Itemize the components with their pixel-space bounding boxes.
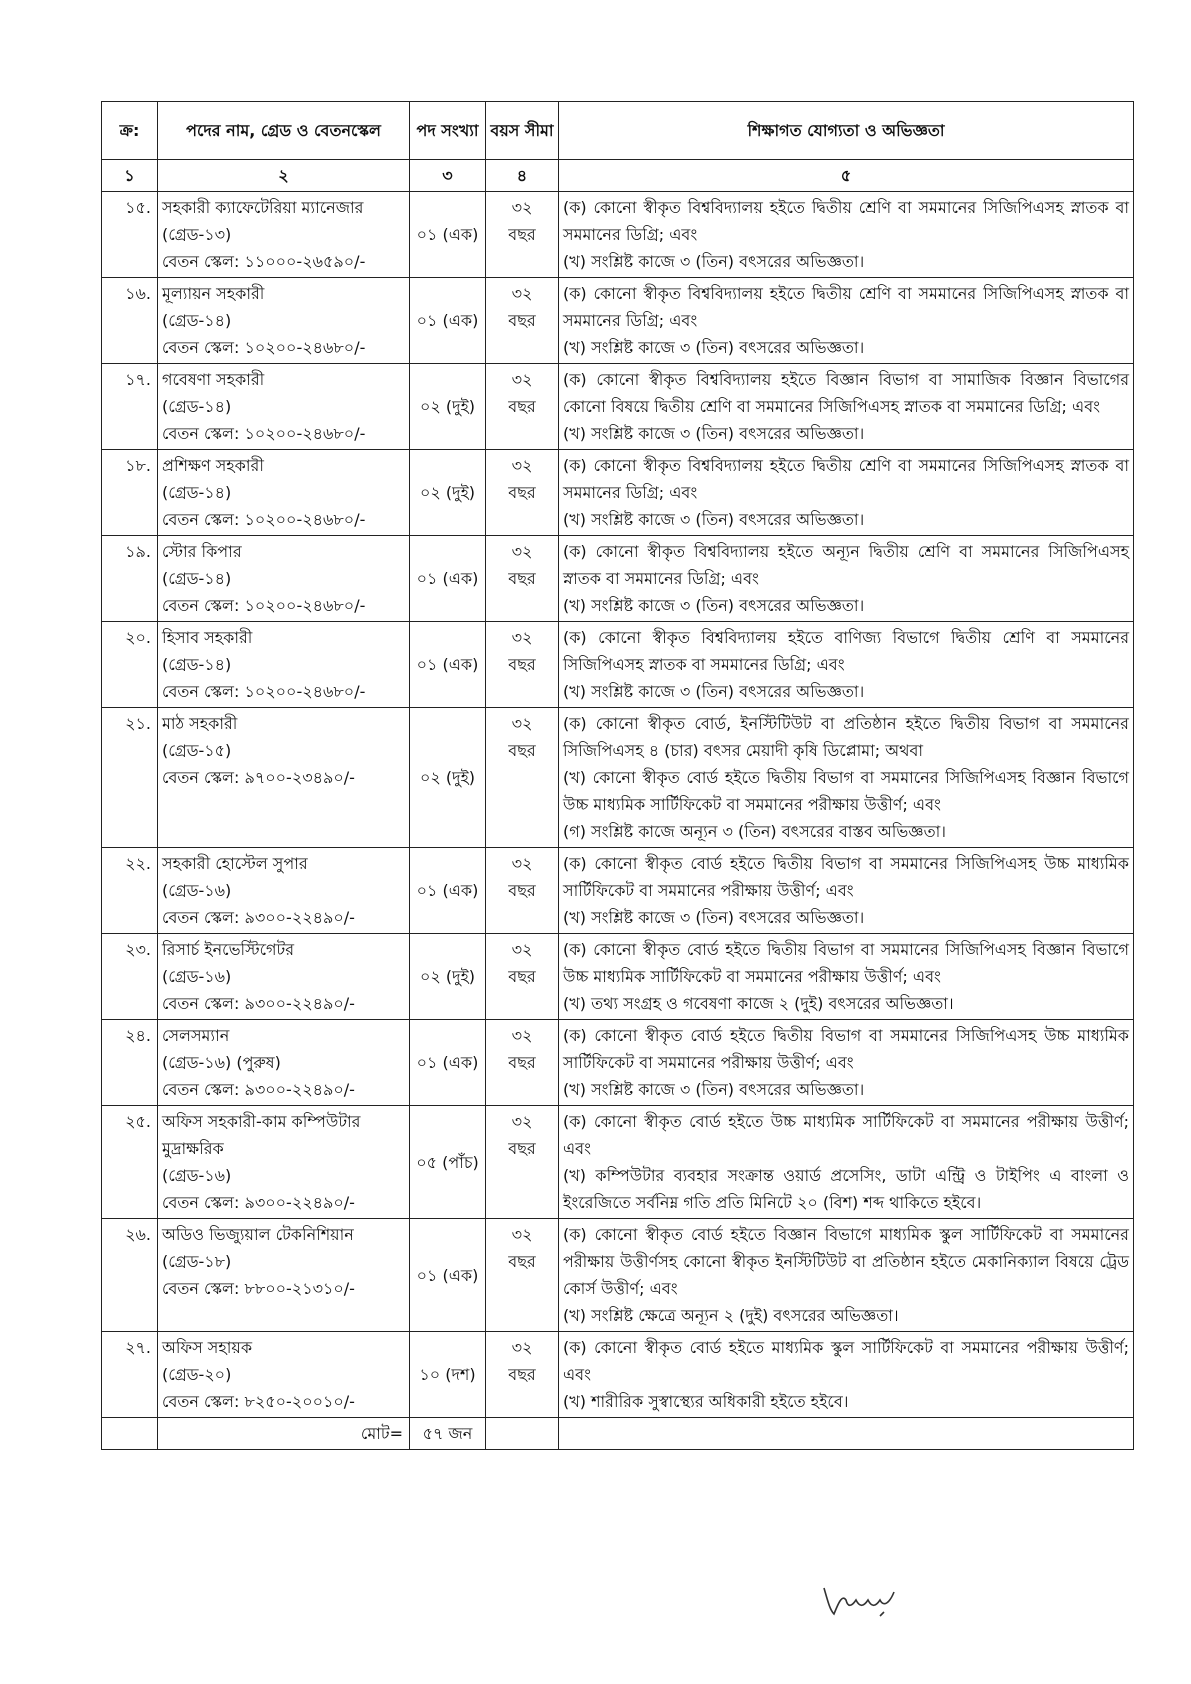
table-row [102, 1219, 1134, 1332]
qualification-line: (ক) কোনো স্বীকৃত বিশ্ববিদ্যালয় হইতে বাণিজ্য বিভাগে দ্বিতীয় শ্রেণি বা সমমানের সিজিপিএসহ স্নাতক বা সমমানের ডিগ্রি; এবং [563, 628, 1129, 674]
age-cell [486, 364, 559, 450]
age-number: ৩২ [511, 714, 533, 733]
qualification-line: (খ) সংশ্লিষ্ট ক্ষেত্রে অন্যূন ২ (দুই) বৎসরের অভিজ্ঞতা। [563, 1306, 899, 1325]
qualification-line: (ক) কোনো স্বীকৃত বোর্ড হইতে দ্বিতীয় বিভাগ বা সমমানের সিজিপিএসহ বিজ্ঞান বিভাগে উচ্চ মাধ্যমিক সার্টিফিকেট বা সমমানের পরীক্ষায় উত্তীর্ণ; এবং [563, 940, 1129, 986]
qualification-cell [559, 1219, 1134, 1332]
qualification-line: (খ) সংশ্লিষ্ট কাজে ৩ (তিন) বৎসরের অভিজ্ঞতা। [563, 424, 865, 443]
row-serial: ১৬. [102, 278, 158, 364]
post-scale: বেতন স্কেল: ৮২৫০-২০০১০/- [162, 1392, 355, 1411]
age-cell [486, 278, 559, 364]
age-unit: বছর [508, 655, 536, 674]
qualification-line: (ক) কোনো স্বীকৃত বিশ্ববিদ্যালয় হইতে অন্যূন দ্বিতীয় শ্রেণি বা সমমানের সিজিপিএসহ স্নাতক বা সমমানের ডিগ্রি; এবং [563, 542, 1129, 588]
signature-mark [820, 1580, 906, 1620]
row-serial: ১৮. [102, 450, 158, 536]
column-index: ৩ [410, 160, 486, 192]
qualification-line: (ক) কোনো স্বীকৃত বোর্ড হইতে উচ্চ মাধ্যমিক সার্টিফিকেট বা সমমানের পরীক্ষায় উত্তীর্ণ; এবং [563, 1112, 1129, 1158]
post-count: ০১ (এক) [410, 1219, 486, 1332]
post-scale: বেতন স্কেল: ৯৩০০-২২৪৯০/- [162, 994, 355, 1013]
age-unit: বছর [508, 397, 536, 416]
post-scale: বেতন স্কেল: ১১০০০-২৬৫৯০/- [162, 252, 366, 271]
row-serial: ১৫. [102, 192, 158, 278]
age-unit: বছর [508, 741, 536, 760]
post-grade: (গ্রেড-১৬) (পুরুষ) [162, 1053, 281, 1072]
row-serial: ২১. [102, 708, 158, 848]
table-row [102, 450, 1134, 536]
post-grade: (গ্রেড-১৪) [162, 569, 232, 588]
post-scale: বেতন স্কেল: ১০২০০-২৪৬৮০/- [162, 424, 366, 443]
header-serial: ক্র: [102, 102, 158, 160]
age-cell [486, 1106, 559, 1219]
row-serial: ২৬. [102, 1219, 158, 1332]
qualification-line: (খ) সংশ্লিষ্ট কাজে ৩ (তিন) বৎসরের অভিজ্ঞতা। [563, 1080, 865, 1099]
post-grade: (গ্রেড-১৩) [162, 225, 232, 244]
age-cell [486, 1332, 559, 1418]
age-cell [486, 708, 559, 848]
qualification-cell [559, 1106, 1134, 1219]
qualification-cell [559, 934, 1134, 1020]
qualification-cell [559, 622, 1134, 708]
post-cell [158, 450, 410, 536]
table-row [102, 848, 1134, 934]
post-name: অডিও ভিজ্যুয়াল টেকনিশিয়ান [162, 1225, 354, 1244]
qualification-cell [559, 536, 1134, 622]
age-number: ৩২ [511, 628, 533, 647]
post-cell [158, 1332, 410, 1418]
column-index: ২ [158, 160, 410, 192]
qualification-cell [559, 708, 1134, 848]
qualification-line: (ক) কোনো স্বীকৃত বোর্ড হইতে মাধ্যমিক স্কুল সার্টিফিকেট বা সমমানের পরীক্ষায় উত্তীর্ণ; এবং [563, 1338, 1129, 1384]
qualification-line: (ক) কোনো স্বীকৃত বিশ্ববিদ্যালয় হইতে দ্বিতীয় শ্রেণি বা সমমানের সিজিপিএসহ স্নাতক বা সমমানের ডিগ্রি; এবং [563, 284, 1129, 330]
post-count: ০২ (দুই) [410, 708, 486, 848]
post-cell [158, 622, 410, 708]
age-cell [486, 1020, 559, 1106]
age-number: ৩২ [511, 198, 533, 217]
qualification-line: (খ) কম্পিউটার ব্যবহার সংক্রান্ত ওয়ার্ড প্রসেসিং, ডাটা এন্ট্রি ও টাইপিং এ বাংলা ও ইংরেজিতে সর্বনিম্ন গতি প্রতি মিনিটে ২০ (বিশ) শব্দ থাকিতে হইবে। [563, 1166, 1129, 1212]
header-row [102, 102, 1134, 160]
qualification-line: (খ) তথ্য সংগ্রহ ও গবেষণা কাজে ২ (দুই) বৎসরের অভিজ্ঞতা। [563, 994, 954, 1013]
age-unit: বছর [508, 1365, 536, 1384]
age-number: ৩২ [511, 542, 533, 561]
qualification-cell [559, 1332, 1134, 1418]
qualification-line: (গ) সংশ্লিষ্ট কাজে অন্যূন ৩ (তিন) বৎসরের বাস্তব অভিজ্ঞতা। [563, 822, 946, 841]
post-name: মূল্যায়ন সহকারী [162, 284, 265, 303]
post-count: ০১ (এক) [410, 278, 486, 364]
header-age: বয়স সীমা [486, 102, 559, 160]
qualification-line: (ক) কোনো স্বীকৃত বিশ্ববিদ্যালয় হইতে দ্বিতীয় শ্রেণি বা সমমানের সিজিপিএসহ স্নাতক বা সমমানের ডিগ্রি; এবং [563, 456, 1129, 502]
qualification-line: (খ) সংশ্লিষ্ট কাজে ৩ (তিন) বৎসরের অভিজ্ঞতা। [563, 682, 865, 701]
qualification-cell [559, 278, 1134, 364]
row-serial: ২৩. [102, 934, 158, 1020]
table-row [102, 1332, 1134, 1418]
header-qualification: শিক্ষাগত যোগ্যতা ও অভিজ্ঞতা [559, 102, 1134, 160]
table-row [102, 364, 1134, 450]
header-count: পদ সংখ্যা [410, 102, 486, 160]
age-number: ৩২ [511, 1225, 533, 1244]
age-unit: বছর [508, 569, 536, 588]
post-count: ০৫ (পাঁচ) [410, 1106, 486, 1219]
post-grade: (গ্রেড-১৪) [162, 655, 232, 674]
age-unit: বছর [508, 225, 536, 244]
row-serial: ১৭. [102, 364, 158, 450]
post-name: হিসাব সহকারী [162, 628, 253, 647]
post-scale: বেতন স্কেল: ১০২০০-২৪৬৮০/- [162, 682, 366, 701]
age-number: ৩২ [511, 1112, 533, 1131]
qualification-cell [559, 450, 1134, 536]
qualification-line: (ক) কোনো স্বীকৃত বিশ্ববিদ্যালয় হইতে বিজ্ঞান বিভাগ বা সামাজিক বিজ্ঞান বিভাগের কোনো বিষয়ে দ্বিতীয় শ্রেণি বা সমমানের সিজিপিএসহ স্নাতক বা সমমানের ডিগ্রি; এবং [563, 370, 1129, 416]
post-count: ০১ (এক) [410, 536, 486, 622]
age-number: ৩২ [511, 456, 533, 475]
post-count: ০১ (এক) [410, 1020, 486, 1106]
row-serial: ১৯. [102, 536, 158, 622]
age-cell [486, 192, 559, 278]
post-name: অফিস সহকারী-কাম কম্পিউটার মুদ্রাক্ষরিক [162, 1112, 361, 1158]
post-cell [158, 192, 410, 278]
table-row [102, 536, 1134, 622]
age-unit: বছর [508, 881, 536, 900]
total-row [102, 1418, 1134, 1450]
age-number: ৩২ [511, 1338, 533, 1357]
post-count: ১০ (দশ) [410, 1332, 486, 1418]
age-unit: বছর [508, 1252, 536, 1271]
qualification-cell [559, 192, 1134, 278]
total-label: মোট= [158, 1418, 410, 1450]
row-serial: ২২. [102, 848, 158, 934]
age-number: ৩২ [511, 854, 533, 873]
qualification-line: (খ) সংশ্লিষ্ট কাজে ৩ (তিন) বৎসরের অভিজ্ঞতা। [563, 338, 865, 357]
post-scale: বেতন স্কেল: ১০২০০-২৪৬৮০/- [162, 596, 366, 615]
table-row [102, 1106, 1134, 1219]
post-grade: (গ্রেড-১৫) [162, 741, 232, 760]
post-grade: (গ্রেড-১৪) [162, 483, 232, 502]
column-index: ১ [102, 160, 158, 192]
header-post: পদের নাম, গ্রেড ও বেতনস্কেল [158, 102, 410, 160]
qualification-line: (খ) শারীরিক সুস্বাস্থ্যের অধিকারী হইতে হইবে। [563, 1392, 849, 1411]
table-row [102, 934, 1134, 1020]
qualification-cell [559, 364, 1134, 450]
qualification-line: (ক) কোনো স্বীকৃত বিশ্ববিদ্যালয় হইতে দ্বিতীয় শ্রেণি বা সমমানের সিজিপিএসহ স্নাতক বা সমমানের ডিগ্রি; এবং [563, 198, 1129, 244]
post-count: ০১ (এক) [410, 192, 486, 278]
post-scale: বেতন স্কেল: ৯৭০০-২৩৪৯০/- [162, 768, 355, 787]
age-cell [486, 622, 559, 708]
age-number: ৩২ [511, 940, 533, 959]
age-cell [486, 934, 559, 1020]
post-name: মাঠ সহকারী [162, 714, 238, 733]
post-grade: (গ্রেড-২০) [162, 1365, 232, 1384]
row-serial: ২০. [102, 622, 158, 708]
qualification-cell [559, 848, 1134, 934]
age-cell [486, 536, 559, 622]
qualification-line: (ক) কোনো স্বীকৃত বোর্ড হইতে দ্বিতীয় বিভাগ বা সমমানের সিজিপিএসহ উচ্চ মাধ্যমিক সার্টিফিকেট বা সমমানের পরীক্ষায় উত্তীর্ণ; এবং [563, 1026, 1129, 1072]
post-name: গবেষণা সহকারী [162, 370, 265, 389]
post-grade: (গ্রেড-১৪) [162, 397, 232, 416]
age-cell [486, 848, 559, 934]
column-index-row [102, 160, 1134, 192]
column-index: ৪ [486, 160, 559, 192]
post-cell [158, 278, 410, 364]
post-name: সহকারী হোস্টেল সুপার [162, 854, 308, 873]
post-scale: বেতন স্কেল: ৯৩০০-২২৪৯০/- [162, 1193, 355, 1212]
qualification-line: (খ) সংশ্লিষ্ট কাজে ৩ (তিন) বৎসরের অভিজ্ঞতা। [563, 510, 865, 529]
post-scale: বেতন স্কেল: ৮৮০০-২১৩১০/- [162, 1279, 355, 1298]
post-cell [158, 364, 410, 450]
post-cell [158, 1020, 410, 1106]
post-grade: (গ্রেড-১৬) [162, 967, 232, 986]
qualification-line: (খ) সংশ্লিষ্ট কাজে ৩ (তিন) বৎসরের অভিজ্ঞতা। [563, 252, 865, 271]
posts-table [101, 101, 1134, 1450]
post-scale: বেতন স্কেল: ৯৩০০-২২৪৯০/- [162, 908, 355, 927]
total-value: ৫৭ জন [410, 1418, 486, 1450]
table-row [102, 192, 1134, 278]
qualification-line: (খ) সংশ্লিষ্ট কাজে ৩ (তিন) বৎসরের অভিজ্ঞতা। [563, 908, 865, 927]
post-cell [158, 934, 410, 1020]
post-count: ০২ (দুই) [410, 450, 486, 536]
post-count: ০১ (এক) [410, 622, 486, 708]
age-cell [486, 450, 559, 536]
post-scale: বেতন স্কেল: ১০২০০-২৪৬৮০/- [162, 338, 366, 357]
table-body [102, 192, 1134, 1418]
age-unit: বছর [508, 1139, 536, 1158]
qualification-line: (ক) কোনো স্বীকৃত বোর্ড হইতে দ্বিতীয় বিভাগ বা সমমানের সিজিপিএসহ উচ্চ মাধ্যমিক সার্টিফিকেট বা সমমানের পরীক্ষায় উত্তীর্ণ; এবং [563, 854, 1129, 900]
age-number: ৩২ [511, 1026, 533, 1045]
age-unit: বছর [508, 967, 536, 986]
post-scale: বেতন স্কেল: ১০২০০-২৪৬৮০/- [162, 510, 366, 529]
row-serial: ২৪. [102, 1020, 158, 1106]
post-name: সহকারী ক্যাফেটেরিয়া ম্যানেজার [162, 198, 364, 217]
post-grade: (গ্রেড-১৬) [162, 881, 232, 900]
age-number: ৩২ [511, 370, 533, 389]
post-cell [158, 708, 410, 848]
post-name: সেলসম্যান [162, 1026, 230, 1045]
post-scale: বেতন স্কেল: ৯৩০০-২২৪৯০/- [162, 1080, 355, 1099]
qualification-line: (ক) কোনো স্বীকৃত বোর্ড হইতে বিজ্ঞান বিভাগে মাধ্যমিক স্কুল সার্টিফিকেট বা সমমানের পরীক্ষায় উত্তীর্ণসহ কোনো স্বীকৃত ইনস্টিটিউট বা প্রতিষ্ঠান হইতে মেকানিক্যাল বিষয়ে ট্রেড কোর্স উত্তীর্ণ; এবং [563, 1225, 1129, 1298]
post-count: ০২ (দুই) [410, 364, 486, 450]
age-unit: বছর [508, 311, 536, 330]
column-index: ৫ [559, 160, 1134, 192]
table-row [102, 278, 1134, 364]
post-grade: (গ্রেড-১৪) [162, 311, 232, 330]
qualification-line: (খ) কোনো স্বীকৃত বোর্ড হইতে দ্বিতীয় বিভাগ বা সমমানের সিজিপিএসহ বিজ্ঞান বিভাগে উচ্চ মাধ্যমিক সার্টিফিকেট বা সমমানের পরীক্ষায় উত্তীর্ণ; এবং [563, 768, 1129, 814]
table-row [102, 708, 1134, 848]
table-row [102, 1020, 1134, 1106]
post-name: অফিস সহায়ক [162, 1338, 253, 1357]
age-unit: বছর [508, 483, 536, 502]
qualification-line: (খ) সংশ্লিষ্ট কাজে ৩ (তিন) বৎসরের অভিজ্ঞতা। [563, 596, 865, 615]
post-count: ০২ (দুই) [410, 934, 486, 1020]
qualification-line: (ক) কোনো স্বীকৃত বোর্ড, ইনস্টিটিউট বা প্রতিষ্ঠান হইতে দ্বিতীয় বিভাগ বা সমমানের সিজিপিএসহ ৪ (চার) বৎসর মেয়াদী কৃষি ডিপ্লোমা; অথবা [563, 714, 1129, 760]
row-serial: ২৭. [102, 1332, 158, 1418]
post-name: রিসার্চ ইনভেস্টিগেটর [162, 940, 295, 959]
age-number: ৩২ [511, 284, 533, 303]
post-grade: (গ্রেড-১৮) [162, 1252, 232, 1271]
post-name: স্টোর কিপার [162, 542, 242, 561]
post-cell [158, 536, 410, 622]
post-grade: (গ্রেড-১৬) [162, 1166, 232, 1185]
age-cell [486, 1219, 559, 1332]
post-count: ০১ (এক) [410, 848, 486, 934]
post-cell [158, 1219, 410, 1332]
post-cell [158, 1106, 410, 1219]
table-row [102, 622, 1134, 708]
age-unit: বছর [508, 1053, 536, 1072]
post-cell [158, 848, 410, 934]
row-serial: ২৫. [102, 1106, 158, 1219]
qualification-cell [559, 1020, 1134, 1106]
post-name: প্রশিক্ষণ সহকারী [162, 456, 264, 475]
